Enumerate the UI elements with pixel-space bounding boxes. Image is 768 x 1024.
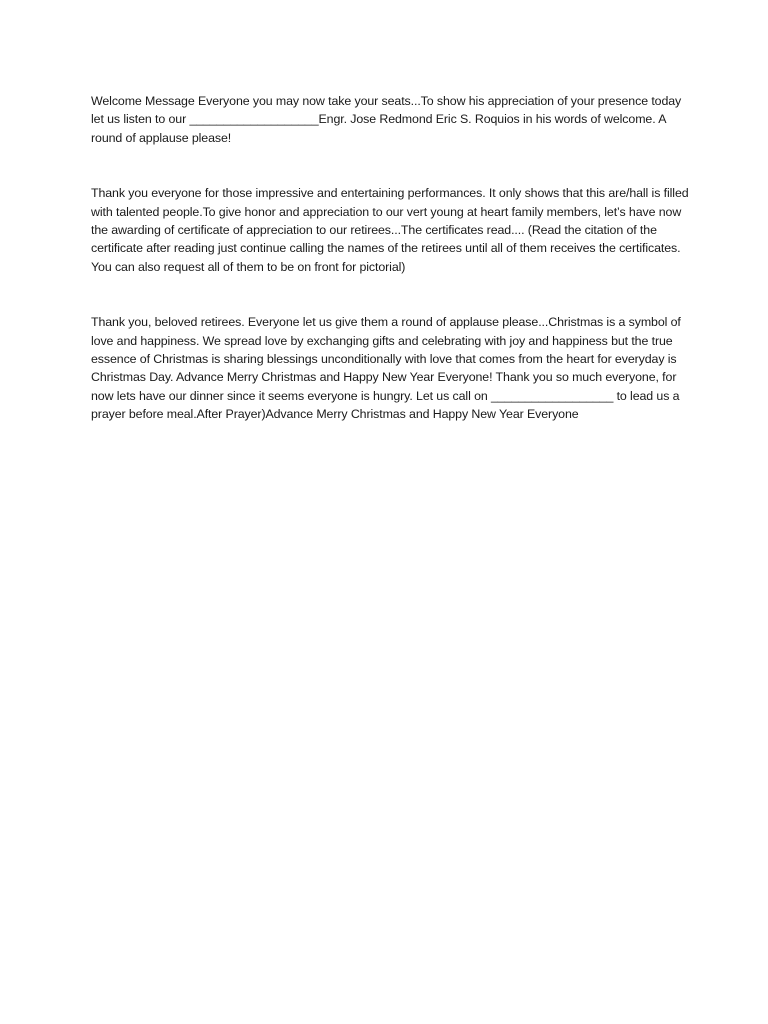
paragraph-certificate-awarding: Thank you everyone for those impressive and entertaining performances. It only shows that this are/hall is filled with talented people.To give honor and appreciation to our vert young at heart family members, let’s have now the awarding of certificate of appreciation to our retirees...The certificates read.... (Read the citation of the certificate after reading just continue calling the names of the retirees until all of them receives the certificates. You can also request all of them to be on front for pictorial) [91,186,689,274]
document-body [91,92,691,424]
paragraph-welcome-message: Welcome Message Everyone you may now take your seats...To show his appreciation of your presence today let us listen to our ___________________Engr. Jose Redmond Eric S. Roquios in his words of welcome. A round of applause please! [91,94,682,145]
paragraph-christmas-message: Thank you, beloved retirees. Everyone let us give them a round of applause please...Christmas is a symbol of love and happiness. We spread love by exchanging gifts and celebrating with joy and happiness but the true essence of Christmas is sharing blessings unconditionally with love that comes from the heart for everyday is Christmas Day. Advance Merry Christmas and Happy New Year Everyone! Thank you so much everyone, for now lets have our dinner since it seems everyone is hungry. Let us call on __________________ to lead us a prayer before meal.After Prayer)Advance Merry Christmas and Happy New Year Everyone [91,315,681,422]
